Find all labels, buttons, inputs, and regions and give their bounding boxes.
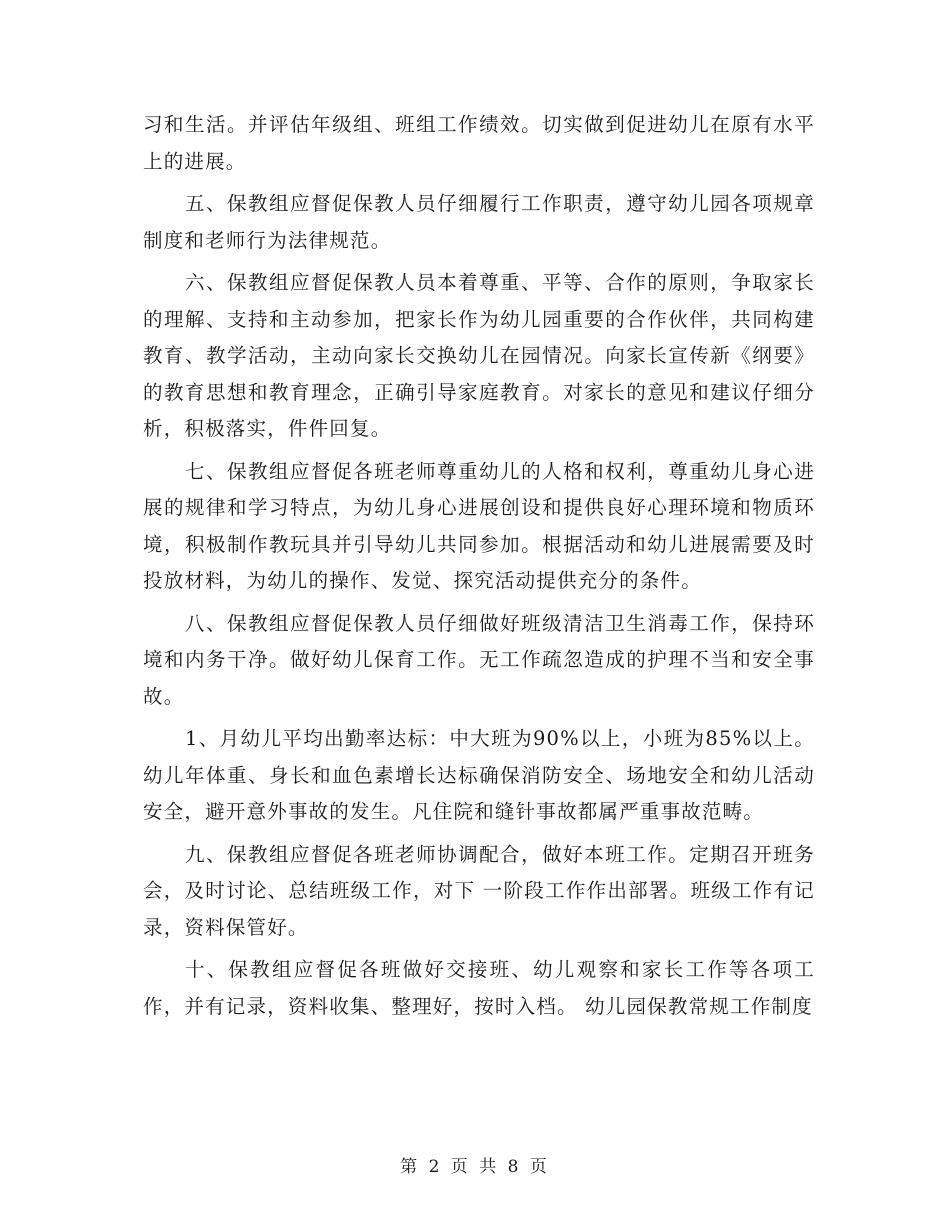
paragraph-4: 七、保教组应督促各班老师尊重幼儿的人格和权利，尊重幼儿身心进展的规律和学习特点，为幼儿身心进展创设和提供良好心理环境和物质环境，积极制作教玩具并引导幼儿共同参加。根据活动和幼儿进展需要及时投放材料，为幼儿的操作、发觉、探究活动提供充分的条件。: [143, 459, 815, 592]
paragraph-3: 六、保教组应督促保教人员本着尊重、平等、合作的原则，争取家长的理解、支持和主动参加，把家长作为幼儿园重要的合作伙伴，共同构建教育、教学活动，主动向家长交换幼儿在园情况。向家长宣传新《纲要》的教育思想和教育理念，正确引导家庭教育。对家长的意见和建议仔细分析，积极落实，件件回复。: [143, 271, 815, 440]
paragraph-7: 九、保教组应督促各班老师协调配合，做好本班工作。定期召开班务会，及时讨论、总结班级工作，对下 一阶段工作作出部署。班级工作有记录，资料保管好。: [143, 842, 815, 939]
paragraph-5: 八、保教组应督促保教人员仔细做好班级清洁卫生消毒工作，保持环境和内务干净。做好幼儿保育工作。无工作疏忽造成的护理不当和安全事故。: [143, 611, 815, 708]
page-footer: 第 2 页 共 8 页: [400, 1157, 550, 1177]
paragraph-2: 五、保教组应督促保教人员仔细履行工作职责，遵守幼儿园各项规章制度和老师行为法律规范。: [143, 192, 815, 252]
paragraph-6: 1、月幼儿平均出勤率达标：中大班为90%以上，小班为85%以上。幼儿年体重、身长和血色素增长达标确保消防安全、场地安全和幼儿活动安全，避开意外事故的发生。凡住院和缝针事故都属严重事故范畴。: [143, 727, 815, 823]
paragraph-1: 习和生活。并评估年级组、班组工作绩效。切实做到促进幼儿在原有水平上的进展。: [143, 113, 815, 173]
document-body: [143, 107, 815, 1031]
paragraph-8: 十、保教组应督促各班做好交接班、幼儿观察和家长工作等各项工作，并有记录，资料收集、整理好，按时入档。 幼儿园保教常规工作制度: [143, 958, 815, 1018]
